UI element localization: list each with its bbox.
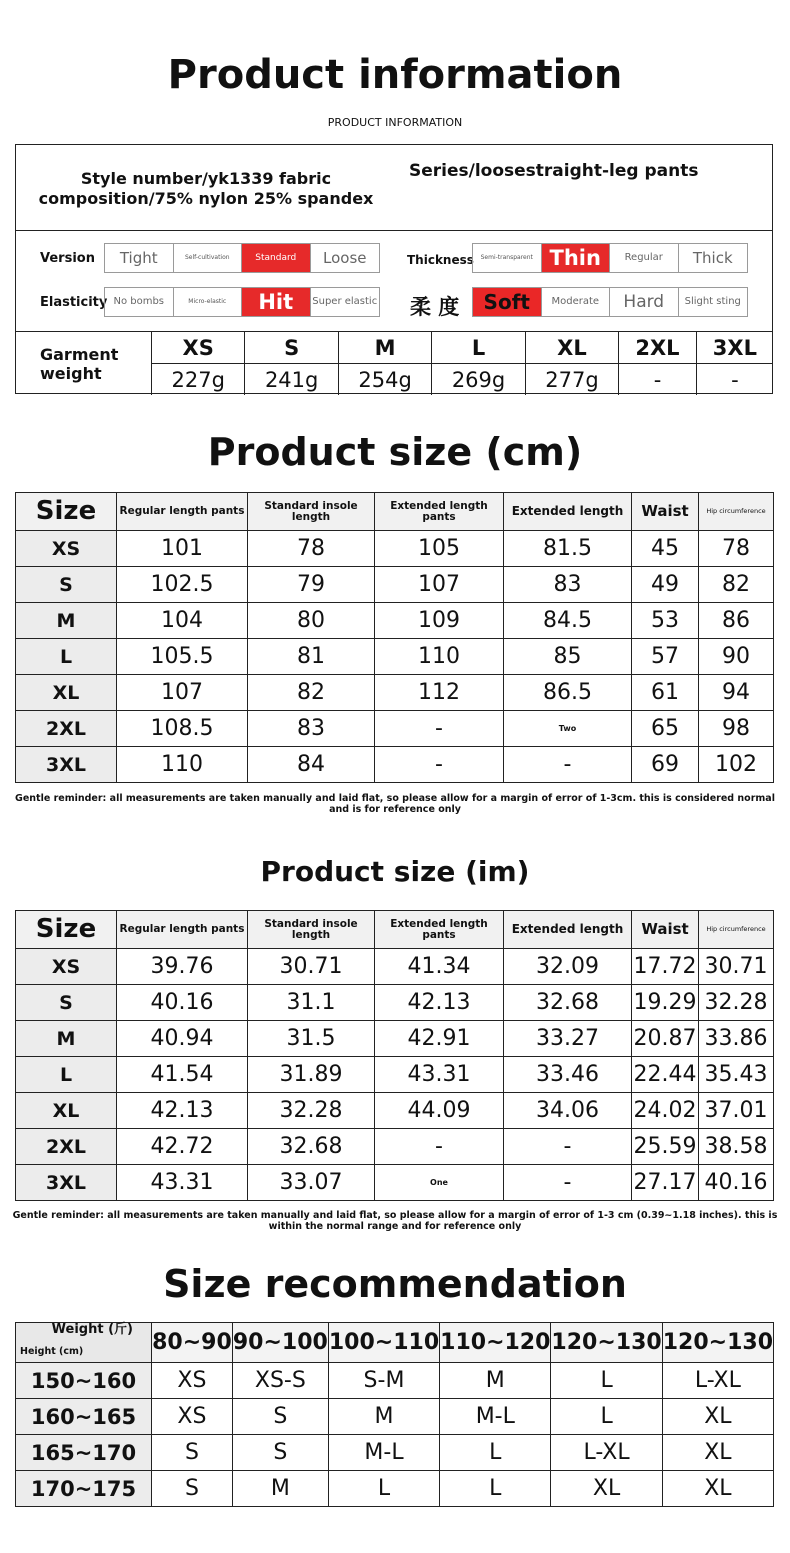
row-size: L [16,639,117,675]
cell: 107 [375,567,504,603]
cell: 105 [375,531,504,567]
cell: 81.5 [504,531,632,567]
cell: 25.59 [632,1129,699,1165]
cell: 104 [117,603,248,639]
cell: XS [152,1363,233,1399]
cell: 40.16 [699,1165,774,1201]
cell: 31.5 [248,1021,375,1057]
style-composition [26,169,386,209]
table-row [16,747,774,783]
table-row [16,1057,774,1093]
row-size: M [16,603,117,639]
cell: 79 [248,567,375,603]
header-regular-length: Regular length pants [117,911,248,949]
product-info-title: Product information [167,52,623,98]
cell: S-M [328,1363,439,1399]
cell: 110 [375,639,504,675]
table-row [16,949,774,985]
cell: 49 [632,567,699,603]
cell: S [232,1435,328,1471]
size-recommendation-title: Size recommendation [163,1262,627,1306]
row-size: L [16,1057,117,1093]
softness-option-soft: Soft [473,288,542,316]
cell: 57 [632,639,699,675]
header-regular-length: Regular length pants [117,493,248,531]
cell: XS-S [232,1363,328,1399]
cell: 94 [699,675,774,711]
composition-text: composition/75% nylon 25% spandex [38,189,374,208]
cell: 22.44 [632,1057,699,1093]
weight-size-l: L [432,332,525,364]
cell: M-L [328,1435,439,1471]
softness-option-moderate: Moderate [542,288,611,316]
cell: 85 [504,639,632,675]
row-height: 160~165 [16,1399,152,1435]
cell: 109 [375,603,504,639]
cell: L-XL [551,1435,662,1471]
elasticity-option-micro-elastic: Micro-elastic [174,288,243,316]
header-standard-insole: Standard insole length [248,911,375,949]
cell: 31.1 [248,985,375,1021]
garment-weight-table [16,331,773,395]
cell: 33.07 [248,1165,375,1201]
row-size: XS [16,531,117,567]
table-row [16,985,774,1021]
cell: 84.5 [504,603,632,639]
cell: L-XL [662,1363,773,1399]
elasticity-option-hit: Hit [242,288,311,316]
cell: L [440,1471,551,1507]
cell: 42.91 [375,1021,504,1057]
version-option-standard: Standard [242,244,311,272]
version-option-self-cultivation: Self-cultivation [174,244,243,272]
size-in-title: Product size (im) [260,855,530,888]
row-size: M [16,1021,117,1057]
row-size: S [16,567,117,603]
cell: 98 [699,711,774,747]
size-cm-title: Product size (cm) [207,430,583,474]
cell: M [232,1471,328,1507]
cell: 43.31 [375,1057,504,1093]
thickness-option-thick: Thick [692,249,733,267]
cell: One [375,1165,504,1201]
cell: S [232,1399,328,1435]
cell: L [551,1399,662,1435]
cell: L [328,1471,439,1507]
cell: 35.43 [699,1057,774,1093]
cell: 33.27 [504,1021,632,1057]
corner-weight-label: Weight (斤) [51,1322,133,1337]
size-recommendation-table [15,1322,774,1507]
table-row [16,567,774,603]
header-extended-length-pants: Extended length pants [375,493,504,531]
row-size: 2XL [16,1129,117,1165]
weight-header: 90~100 [232,1323,328,1363]
table-row [16,603,774,639]
table-row [16,675,774,711]
cell: 24.02 [632,1093,699,1129]
cell: - [504,1129,632,1165]
elasticity-option-super-elastic: Super elastic [312,296,378,307]
softness-option-hard: Hard [610,288,679,316]
corner-height-label: Height (cm) [20,1346,84,1357]
cell: - [504,747,632,783]
header-extended-length: Extended length [504,911,632,949]
cell: 39.76 [117,949,248,985]
cell: 69 [632,747,699,783]
cell: - [504,1165,632,1201]
weight-value-3xl: - [696,364,773,396]
row-size: 2XL [16,711,117,747]
weight-value-xl: 277g [525,364,618,396]
cell: 83 [248,711,375,747]
table-row [16,1165,774,1201]
header-extended-length-pants: Extended length pants [375,911,504,949]
cell: 32.68 [504,985,632,1021]
cell: XL [662,1435,773,1471]
row-size: S [16,985,117,1021]
cell: 40.16 [117,985,248,1021]
elasticity-scale [104,287,380,317]
cell: 83 [504,567,632,603]
style-number-text: Style number/yk1339 fabric [80,169,332,188]
cell: 112 [375,675,504,711]
cell: 27.17 [632,1165,699,1201]
version-scale [104,243,380,273]
cell: 32.09 [504,949,632,985]
cell: 42.72 [117,1129,248,1165]
cell: L [551,1363,662,1399]
cell: 102 [699,747,774,783]
size-in-table [15,910,774,1201]
row-height: 165~170 [16,1435,152,1471]
cell: 45 [632,531,699,567]
cell: 82 [248,675,375,711]
cell: 81 [248,639,375,675]
cell: 34.06 [504,1093,632,1129]
thickness-option-semi-transparent: Semi-transparent [473,244,542,272]
cell: 86.5 [504,675,632,711]
corner-cell [16,1323,152,1363]
cell: 42.13 [117,1093,248,1129]
cell: 38.58 [699,1129,774,1165]
garment-weight-label: Garment weight [16,332,152,396]
header-standard-insole: Standard insole length [248,493,375,531]
cell: 84 [248,747,375,783]
cell: S [152,1435,233,1471]
cell: 90 [699,639,774,675]
cell: 101 [117,531,248,567]
table-row [16,1129,774,1165]
cell: 80 [248,603,375,639]
version-option-loose: Loose [323,249,367,267]
product-info-subtitle: PRODUCT INFORMATION [327,116,463,129]
row-size: 3XL [16,1165,117,1201]
cell: 102.5 [117,567,248,603]
thickness-option-regular: Regular [610,244,679,272]
weight-value-m: 254g [338,364,431,396]
cell: 30.71 [699,949,774,985]
in-reminder-note: Gentle reminder: all measurements are taken manually and laid flat, so please allow for a margin of error of 1-3 cm (0.39~1.18 inches). this is within the normal range and for reference only [12,1210,778,1232]
cell: 42.13 [375,985,504,1021]
header-size: Size [16,493,117,531]
row-size: XS [16,949,117,985]
cell: 86 [699,603,774,639]
weight-value-xs: 227g [152,364,245,396]
weight-header: 80~90 [152,1323,233,1363]
weight-header: 110~120 [440,1323,551,1363]
weight-value-2xl: - [619,364,697,396]
weight-value-l: 269g [432,364,525,396]
version-label: Version [40,251,95,266]
cell: XS [152,1399,233,1435]
weight-size-xs: XS [152,332,245,364]
cell: 33.46 [504,1057,632,1093]
elasticity-label: Elasticity [40,295,108,310]
cell: 53 [632,603,699,639]
elasticity-option-no-bombs: No bombs [105,288,174,316]
cell: 43.31 [117,1165,248,1201]
divider [16,230,772,231]
row-height: 150~160 [16,1363,152,1399]
weight-value-s: 241g [245,364,338,396]
thickness-scale [472,243,748,273]
cell: 78 [248,531,375,567]
header-hip: Hip circumference [699,911,774,949]
cell: 41.54 [117,1057,248,1093]
table-row [16,1021,774,1057]
header-extended-length: Extended length [504,493,632,531]
cell: 40.94 [117,1021,248,1057]
cm-reminder-note: Gentle reminder: all measurements are taken manually and laid flat, so please allow for a margin of error of 1-3cm. this is considered normal and is for reference only [15,793,775,815]
weight-size-s: S [245,332,338,364]
thickness-option-thin: Thin [542,244,611,272]
cell: 41.34 [375,949,504,985]
table-row [16,1435,774,1471]
cell: - [375,1129,504,1165]
table-row [16,1363,774,1399]
cell: - [375,747,504,783]
header-hip: Hip circumference [699,493,774,531]
table-row [16,711,774,747]
cell: 82 [699,567,774,603]
cell: XL [662,1399,773,1435]
series-text: Series/loosestraight-leg pants [409,161,699,181]
cell: S [152,1471,233,1507]
header-waist: Waist [632,493,699,531]
table-row [16,1093,774,1129]
cell: 110 [117,747,248,783]
cell: 107 [117,675,248,711]
cell: XL [551,1471,662,1507]
header-size: Size [16,911,117,949]
cell: 32.28 [248,1093,375,1129]
weight-header: 100~110 [328,1323,439,1363]
weight-header: 120~130 [551,1323,662,1363]
table-row [16,1399,774,1435]
corner-header [16,1323,151,1362]
cell: 19.29 [632,985,699,1021]
info-box [15,144,773,394]
cell: 30.71 [248,949,375,985]
version-option-tight: Tight [105,244,174,272]
header-waist: Waist [632,911,699,949]
softness-scale [472,287,748,317]
cell: XL [662,1471,773,1507]
thickness-label: Thickness [407,253,474,267]
cell: 31.89 [248,1057,375,1093]
cell: 105.5 [117,639,248,675]
weight-size-2xl: 2XL [619,332,697,364]
cell: L [440,1435,551,1471]
table-row [16,1471,774,1507]
weight-size-xl: XL [525,332,618,364]
cell: M [440,1363,551,1399]
row-height: 170~175 [16,1471,152,1507]
weight-header: 120~130 [662,1323,773,1363]
cell: Two [504,711,632,747]
cell: - [375,711,504,747]
cell: 108.5 [117,711,248,747]
cell: 37.01 [699,1093,774,1129]
table-row [16,531,774,567]
row-size: XL [16,1093,117,1129]
table-row [16,639,774,675]
cell: 20.87 [632,1021,699,1057]
cell: 17.72 [632,949,699,985]
cell: 44.09 [375,1093,504,1129]
cell: 65 [632,711,699,747]
cell: 61 [632,675,699,711]
size-cm-table [15,492,774,783]
cell: 32.68 [248,1129,375,1165]
cell: M [328,1399,439,1435]
row-size: 3XL [16,747,117,783]
softness-label: 柔 度 [410,295,460,319]
cell: 78 [699,531,774,567]
cell: 32.28 [699,985,774,1021]
weight-size-3xl: 3XL [696,332,773,364]
weight-size-m: M [338,332,431,364]
cell: M-L [440,1399,551,1435]
row-size: XL [16,675,117,711]
cell: 33.86 [699,1021,774,1057]
softness-option-slight-sting: Slight sting [684,296,741,307]
